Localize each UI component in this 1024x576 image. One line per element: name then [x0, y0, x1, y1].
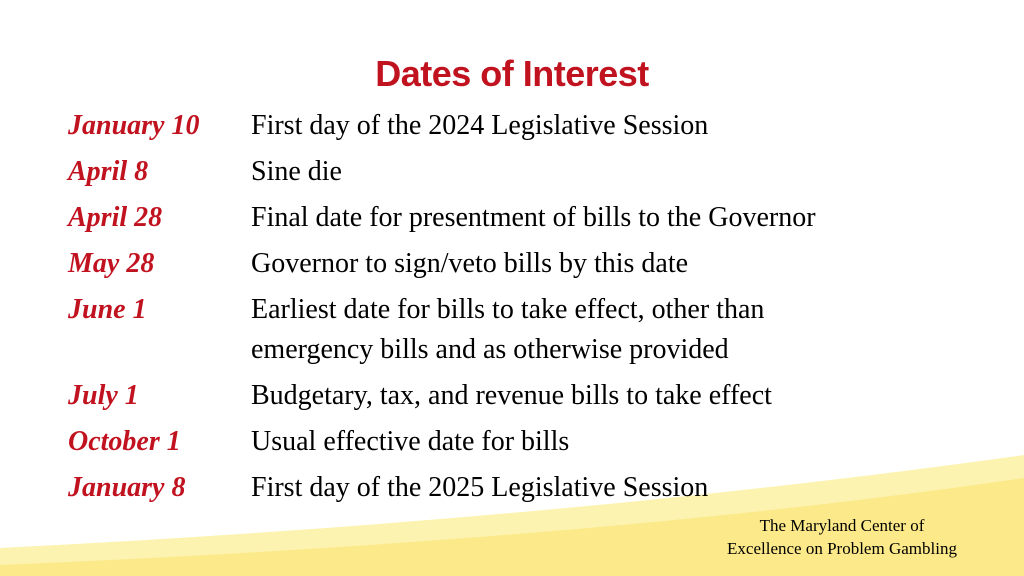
date-label: May 28 [68, 248, 155, 279]
date-label: January 8 [68, 472, 186, 503]
list-item [68, 106, 968, 146]
footer-line: Excellence on Problem Gambling [727, 539, 957, 558]
list-item [68, 468, 968, 508]
list-item [68, 422, 968, 462]
footer-line: The Maryland Center of [759, 516, 925, 535]
date-description-line: Earliest date for bills to take effect, other than [251, 294, 765, 325]
date-label: January 10 [68, 110, 200, 141]
date-label: April 28 [68, 202, 163, 233]
list-item [68, 198, 968, 238]
date-description: Usual effective date for bills [251, 426, 570, 457]
list-item [68, 244, 968, 284]
organization-footer [690, 514, 994, 560]
date-description: Sine die [251, 156, 342, 187]
date-description [251, 290, 968, 370]
date-label: October 1 [68, 426, 181, 457]
date-label: April 8 [68, 156, 149, 187]
date-description: First day of the 2024 Legislative Session [251, 110, 709, 141]
date-label: July 1 [68, 380, 139, 411]
list-item [68, 152, 968, 192]
page-title: Dates of Interest [375, 53, 649, 94]
date-description: First day of the 2025 Legislative Session [251, 472, 709, 503]
date-description: Final date for presentment of bills to the Governor [251, 202, 816, 233]
list-item [68, 376, 968, 416]
dates-list [68, 106, 968, 514]
date-description: Budgetary, tax, and revenue bills to take effect [251, 380, 772, 411]
date-label: June 1 [68, 294, 147, 325]
date-description-line: emergency bills and as otherwise provided [251, 334, 729, 365]
list-item [68, 290, 968, 370]
date-description: Governor to sign/veto bills by this date [251, 248, 689, 279]
